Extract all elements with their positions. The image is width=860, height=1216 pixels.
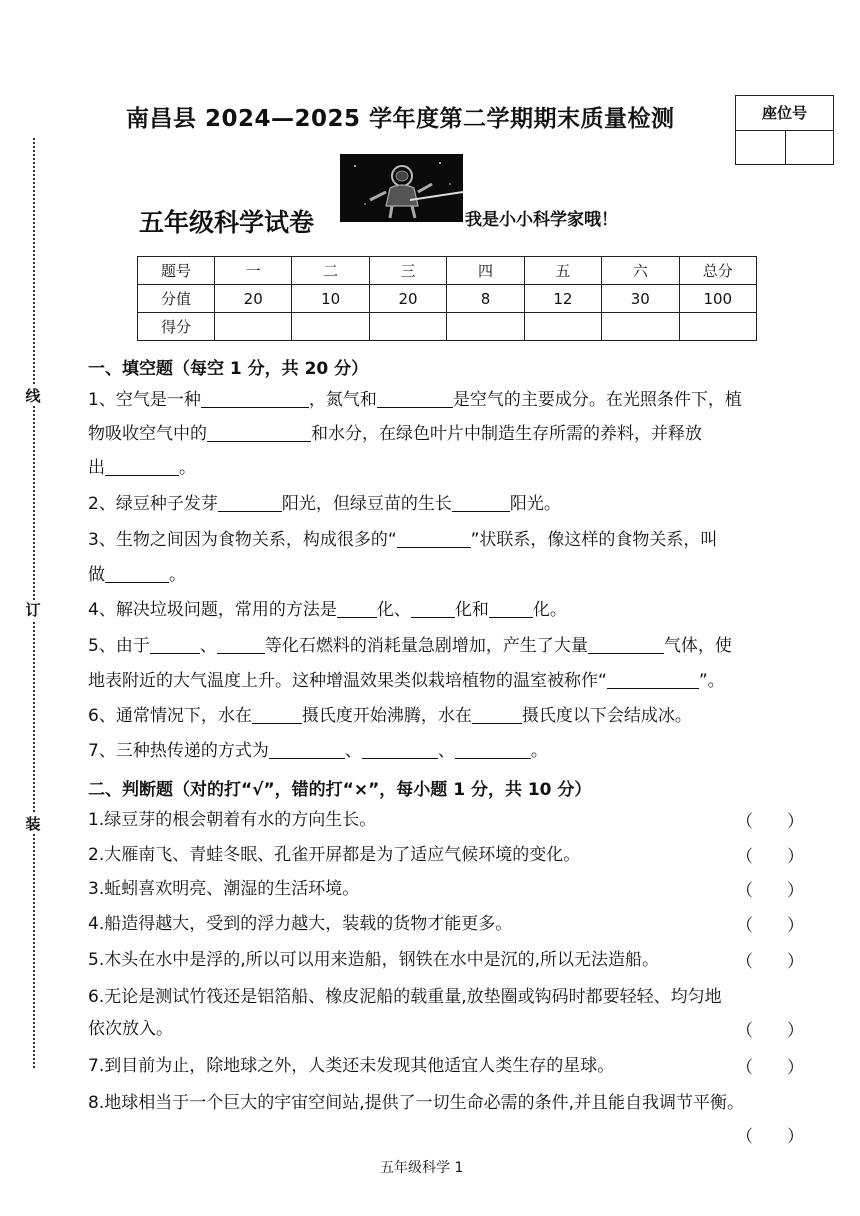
answer-blank: [207, 423, 311, 442]
score-entry-cell: [447, 313, 524, 341]
exam-tagline: 我是小小科学家哦！: [465, 210, 618, 230]
answer-blank: [269, 740, 345, 759]
paren-close: ）: [787, 812, 804, 832]
question-text: ”。: [698, 671, 725, 691]
seat-number-box: [735, 95, 834, 165]
paren-open: （: [736, 1058, 753, 1078]
question-line: [88, 456, 810, 480]
answer-blank: [105, 564, 169, 583]
answer-blank: [218, 493, 282, 512]
judgement-question: 1.绿豆芽的根会朝着有水的方向生长。: [88, 810, 377, 830]
question-text: 阳光。: [509, 494, 561, 514]
table-cell: 30: [602, 285, 679, 313]
question-text: 1、空气是一种: [88, 390, 201, 410]
question-text: 地表附近的大气温度上升。这种增温效果类似栽培植物的温室被称作“: [88, 671, 607, 691]
paren-open: （: [736, 1127, 753, 1147]
question-line: [88, 634, 810, 658]
question-text: 出: [88, 458, 105, 478]
answer-blank: [397, 529, 471, 548]
answer-blank: [472, 705, 522, 724]
paren-open: （: [736, 952, 753, 972]
table-cell: 总分: [679, 257, 756, 285]
table-cell: 100: [679, 285, 756, 313]
question-text: 化。: [532, 600, 567, 620]
table-cell: 分值: [138, 285, 215, 313]
question-text: 5、由于: [88, 636, 150, 656]
table-cell: 20: [215, 285, 292, 313]
answer-blank: [411, 599, 455, 618]
section1-heading: 一、填空题（每空 1 分，共 20 分）: [88, 359, 369, 379]
binding-char-zhuang: 装: [25, 815, 41, 833]
exam-subtitle: 五年级科学试卷: [139, 208, 315, 237]
table-cell: 三: [369, 257, 446, 285]
score-entry-cell: [524, 313, 601, 341]
answer-parens: [736, 845, 804, 869]
seat-box-divider: [785, 131, 786, 164]
binding-char-ding: 订: [25, 601, 41, 619]
question-text: 。: [179, 458, 196, 478]
answer-parens: [736, 914, 804, 938]
score-entry-cell: [602, 313, 679, 341]
question-text: 摄氏度开始沸腾，水在: [301, 706, 472, 726]
question-text: 化和: [454, 600, 489, 620]
paren-close: ）: [787, 916, 804, 936]
question-line: [88, 598, 810, 622]
table-cell: 得分: [138, 313, 215, 341]
question-text: ，氮气和: [308, 390, 377, 410]
answer-parens: [736, 1056, 804, 1080]
paren-close: ）: [787, 1127, 804, 1147]
question-line: [88, 669, 810, 693]
table-cell: 8: [447, 285, 524, 313]
answer-blank: [588, 635, 664, 654]
question-text: 7、三种热传递的方式为: [88, 741, 269, 761]
answer-blank: [607, 670, 699, 689]
answer-blank: [377, 389, 453, 408]
table-cell: 20: [369, 285, 446, 313]
table-cell: 题号: [138, 257, 215, 285]
question-text: 摄氏度以下会结成冰。: [521, 706, 692, 726]
judgement-question: 7.到目前为止，除地球之外，人类还未发现其他适宜人类生存的星球。: [88, 1056, 615, 1076]
question-text: 是空气的主要成分。在光照条件下，植: [452, 390, 742, 410]
score-table-header-row: [138, 257, 757, 285]
question-text: 、: [344, 741, 362, 761]
paren-open: （: [736, 847, 753, 867]
question-text: 阳光，但绿豆苗的生长: [281, 494, 452, 514]
judgement-question: 3.蚯蚓喜欢明亮、潮湿的生活环境。: [88, 879, 360, 899]
answer-blank: [105, 457, 179, 476]
question-line: [88, 739, 810, 763]
paren-open: （: [736, 916, 753, 936]
score-entry-cell: [679, 313, 756, 341]
score-entry-cell: [369, 313, 446, 341]
exam-title: 南昌县 2024—2025 学年度第二学期期末质量检测: [126, 106, 675, 132]
score-table-score-row: [138, 313, 757, 341]
question-line: [88, 422, 810, 446]
answer-blank: [452, 493, 510, 512]
answer-parens: [736, 1019, 804, 1043]
table-cell: 12: [524, 285, 601, 313]
binding-char-xian: 线: [25, 387, 41, 405]
astronaut-image: [340, 154, 463, 222]
score-table: [137, 256, 757, 341]
question-text: 3、生物之间因为食物关系，构成很多的“: [88, 530, 397, 550]
answer-blank: [489, 599, 533, 618]
paren-close: ）: [787, 952, 804, 972]
section2-heading: 二、判断题（对的打“√”，错的打“×”，每小题 1 分，共 10 分）: [88, 780, 592, 800]
score-table-value-row: [138, 285, 757, 313]
paren-close: ）: [787, 881, 804, 901]
answer-blank: [337, 599, 377, 618]
question-text: 做: [88, 565, 105, 585]
question-text: 和水分，在绿色叶片中制造生存所需的养料，并释放: [311, 424, 702, 444]
table-cell: 五: [524, 257, 601, 285]
answer-blank: [362, 740, 438, 759]
paren-close: ）: [787, 1021, 804, 1041]
table-cell: 四: [447, 257, 524, 285]
answer-blank: [150, 635, 200, 654]
judgement-question: 6.无论是测试竹筏还是铝箔船、橡皮泥船的载重量,放垫圈或钩码时都要轻轻、均匀地: [88, 987, 722, 1007]
question-text: 2、绿豆种子发芽: [88, 494, 218, 514]
question-text: 化、: [376, 600, 411, 620]
question-text: 。: [169, 565, 186, 585]
answer-blank: [455, 740, 531, 759]
question-text: 。: [530, 741, 548, 761]
answer-parens: [736, 1125, 804, 1149]
table-cell: 一: [215, 257, 292, 285]
seat-number-label: 座位号: [736, 96, 833, 131]
question-line: [88, 492, 810, 516]
answer-blank: [217, 635, 265, 654]
page-footer: 五年级科学 1: [380, 1160, 464, 1176]
table-cell: 10: [292, 285, 369, 313]
question-text: 气体，使: [663, 636, 732, 656]
judgement-question: 2.大雁南飞、青蛙冬眠、孔雀开屏都是为了适应气候环境的变化。: [88, 845, 581, 865]
answer-parens: [736, 879, 804, 903]
question-text: 物吸收空气中的: [88, 424, 207, 444]
question-text: 、: [437, 741, 455, 761]
paren-close: ）: [787, 1058, 804, 1078]
answer-parens: [736, 810, 804, 834]
paren-open: （: [736, 881, 753, 901]
answer-parens: [736, 950, 804, 974]
table-cell: 六: [602, 257, 679, 285]
paren-close: ）: [787, 847, 804, 867]
question-text: ”状联系，像这样的食物关系，叫: [470, 530, 718, 550]
question-line: [88, 704, 810, 728]
score-entry-cell: [292, 313, 369, 341]
question-line: [88, 388, 810, 412]
astronaut-icon: [340, 154, 463, 222]
judgement-question: 4.船造得越大，受到的浮力越大，装载的货物才能更多。: [88, 914, 513, 934]
question-line: [88, 528, 810, 552]
question-text: 4、解决垃圾问题，常用的方法是: [88, 600, 337, 620]
question-text: 等化石燃料的消耗量急剧增加，产生了大量: [264, 636, 588, 656]
question-line: [88, 563, 810, 587]
paren-open: （: [736, 812, 753, 832]
answer-blank: [201, 389, 309, 408]
question-text: 、: [199, 636, 217, 656]
judgement-question: 5.木头在水中是浮的,所以可以用来造船，钢铁在水中是沉的,所以无法造船。: [88, 950, 660, 970]
table-cell: 二: [292, 257, 369, 285]
score-entry-cell: [215, 313, 292, 341]
judgement-question: 8.地球相当于一个巨大的宇宙空间站,提供了一切生命必需的条件,并且能自我调节平衡。: [88, 1093, 745, 1113]
judgement-question: 依次放入。: [88, 1019, 173, 1039]
answer-blank: [252, 705, 302, 724]
question-text: 6、通常情况下，水在: [88, 706, 252, 726]
paren-open: （: [736, 1021, 753, 1041]
